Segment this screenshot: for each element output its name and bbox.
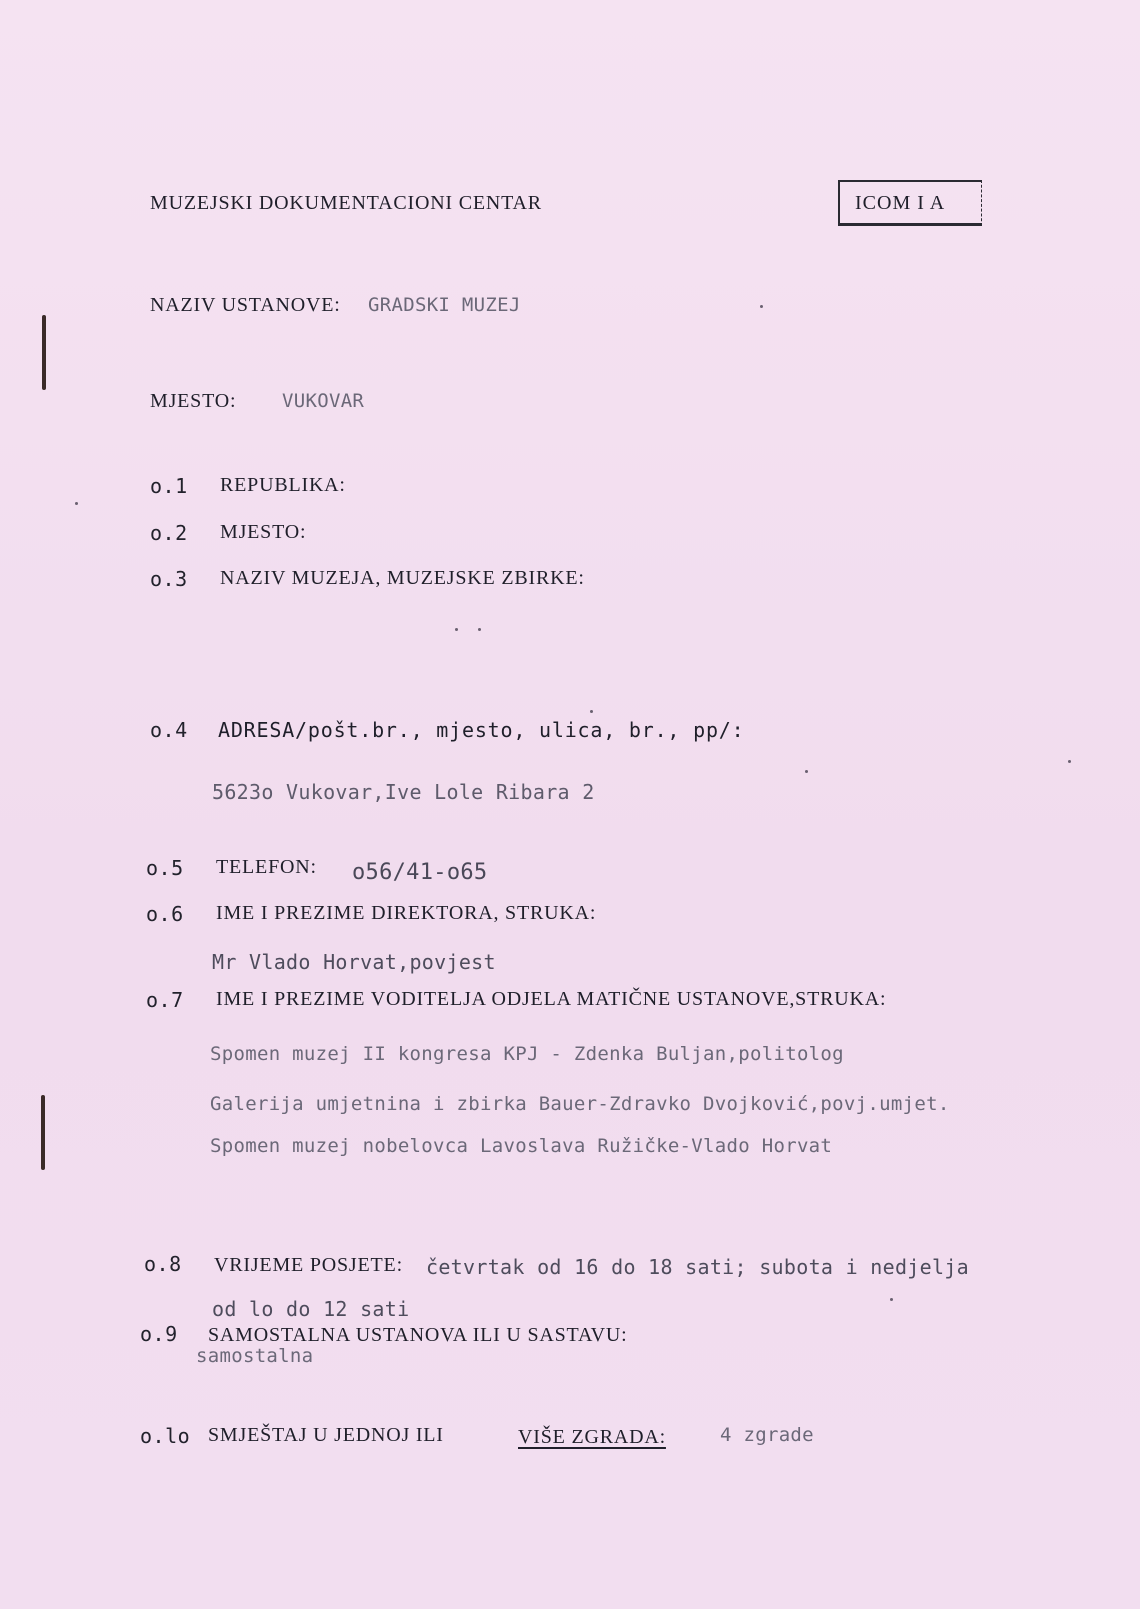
- paper-speck: [455, 628, 458, 631]
- paper-speck: [1068, 760, 1071, 763]
- place-field-label: MJESTO:: [220, 521, 307, 543]
- place-label: MJESTO:: [150, 390, 237, 412]
- field-number: o.lo: [140, 1424, 191, 1448]
- telephone-value: o56/41-o65: [352, 860, 488, 885]
- visiting-hours-label: VRIJEME POSJETE:: [214, 1254, 403, 1276]
- staple-mark-top: [42, 315, 46, 390]
- visiting-hours-value-continued: od lo do 12 sati: [212, 1297, 410, 1321]
- telephone-label: TELEFON:: [216, 856, 317, 878]
- department-head-line: Galerija umjetnina i zbirka Bauer-Zdravko Dvojković,povj.umjet.: [210, 1093, 950, 1115]
- field-number: o.9: [140, 1322, 178, 1346]
- department-heads-label: IME I PREZIME VODITELJA ODJELA MATIČNE USTANOVE,STRUKA:: [216, 988, 887, 1010]
- institution-value: GRADSKI MUZEJ: [368, 294, 521, 316]
- field-number: o.8: [144, 1252, 182, 1276]
- paper-speck: [805, 770, 808, 773]
- buildings-label-underlined: VIŠE ZGRADA:: [518, 1426, 666, 1448]
- field-number: o.2: [150, 521, 188, 545]
- field-number: o.6: [146, 902, 184, 926]
- buildings-value: 4 zgrade: [720, 1424, 814, 1446]
- museum-name-label: NAZIV MUZEJA, MUZEJSKE ZBIRKE:: [220, 567, 585, 589]
- buildings-label: SMJEŠTAJ U JEDNOJ ILI: [208, 1424, 444, 1446]
- paper-speck: [75, 502, 78, 505]
- paper-speck: [890, 1298, 893, 1301]
- field-number: o.7: [146, 988, 184, 1012]
- field-number: o.3: [150, 567, 188, 591]
- address-value: 5623o Vukovar,Ive Lole Ribara 2: [212, 780, 595, 804]
- paper-speck: [478, 628, 481, 631]
- address-label: ADRESA/pošt.br., mjesto, ulica, br., pp/:: [218, 718, 745, 742]
- visiting-hours-value: četvrtak od 16 do 18 sati; subota i nedjelja: [426, 1255, 970, 1279]
- director-label: IME I PREZIME DIREKTORA, STRUKA:: [216, 902, 597, 924]
- field-number: o.1: [150, 474, 188, 498]
- staple-mark-bottom: [41, 1095, 45, 1170]
- organization-title: MUZEJSKI DOKUMENTACIONI CENTAR: [150, 192, 542, 214]
- field-number: o.4: [150, 718, 188, 742]
- paper-speck: [760, 305, 763, 308]
- field-number: o.5: [146, 856, 184, 880]
- place-value: VUKOVAR: [282, 390, 365, 412]
- paper-speck: [590, 710, 593, 713]
- independent-institution-value: samostalna: [196, 1345, 314, 1367]
- institution-label: NAZIV USTANOVE:: [150, 294, 341, 316]
- department-head-line: Spomen muzej nobelovca Lavoslava Ružičke-Vlado Horvat: [210, 1135, 833, 1157]
- department-head-line: Spomen muzej II kongresa KPJ - Zdenka Buljan,politolog: [210, 1043, 844, 1065]
- icom-code: ICOM I A: [855, 192, 946, 214]
- republic-label: REPUBLIKA:: [220, 474, 346, 496]
- director-value: Mr Vlado Horvat,povjest: [212, 950, 496, 974]
- independent-institution-label: SAMOSTALNA USTANOVA ILI U SASTAVU:: [208, 1324, 628, 1346]
